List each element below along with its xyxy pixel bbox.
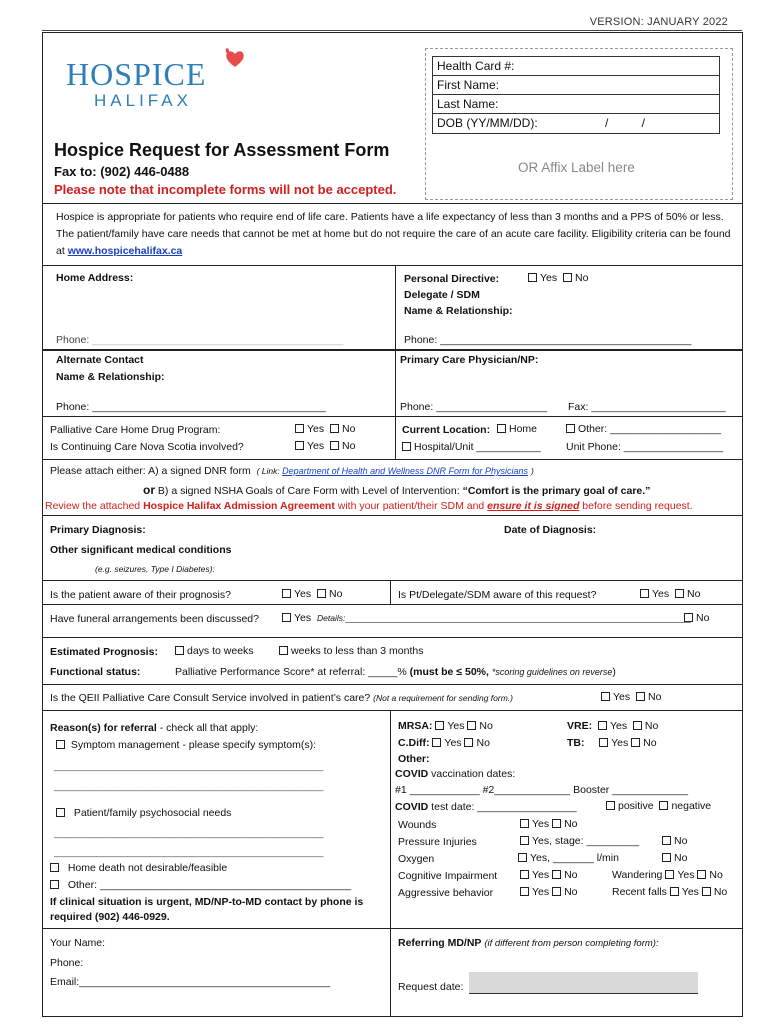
divider	[42, 416, 743, 417]
aggressive-label: Aggressive behavior	[398, 887, 494, 899]
cognitive-options	[520, 869, 578, 881]
patient-id-box	[432, 56, 720, 134]
covid-result-options	[606, 800, 711, 812]
loc-hospital-label: Hospital/Unit ___________	[414, 441, 541, 453]
pps-limit: (must be ≤ 50%,	[409, 666, 492, 678]
home-death-checkbox[interactable]	[50, 863, 59, 872]
pcp-phone-field[interactable]: Phone: ___________________	[400, 401, 548, 413]
loc-other-label: Other: ___________________	[578, 423, 722, 435]
days-option	[175, 645, 254, 657]
pd-no-checkbox[interactable]	[563, 273, 572, 282]
mrsa-row	[398, 720, 493, 732]
days-label: days to weeks	[187, 645, 254, 657]
psychosocial-checkbox[interactable]	[56, 808, 65, 817]
negative-checkbox[interactable]	[659, 801, 668, 810]
weeks-label: weeks to less than 3 months	[291, 645, 424, 657]
delegate-phone-line: ___________________________________________	[440, 334, 692, 346]
conditions-example: (e.g. seizures, Type I Diabetes):	[95, 564, 215, 574]
loc-other-checkbox[interactable]	[566, 424, 575, 433]
column-divider	[390, 928, 391, 1017]
wandering-yes-label: Yes	[677, 869, 695, 881]
home-address-label: Home Address:	[56, 272, 134, 284]
pd-no-label: No	[574, 272, 589, 284]
review-mid: with your patient/their SDM and	[334, 500, 488, 512]
primary-diagnosis-label: Primary Diagnosis:	[50, 524, 146, 536]
pchdp-yes-label: Yes	[307, 423, 325, 435]
tb-no-checkbox[interactable]	[631, 738, 640, 747]
wandering-no-label: No	[709, 869, 723, 881]
reasons-instruction: - check all that apply:	[156, 722, 259, 734]
falls-no-checkbox[interactable]	[702, 887, 711, 896]
column-divider	[390, 710, 391, 928]
intro-body: Hospice is appropriate for patients who require end of life care. Patients have a life expectancy of less than 3 months and a PPS of 50% or less. The patient/family have care needs that cannot be met at home but do not require the care of an acute care facility. Eligibility criteria can be found at	[56, 211, 731, 257]
qeii-no-label: No	[647, 691, 662, 703]
vre-row	[567, 720, 658, 732]
tb-label: TB:	[567, 737, 585, 749]
vre-label: VRE:	[567, 720, 593, 732]
covid-vacc-text: vaccination dates:	[428, 768, 516, 780]
cdiff-no-label: No	[476, 737, 490, 749]
aggressive-no-checkbox[interactable]	[552, 887, 561, 896]
your-name-field[interactable]: Your Name:	[50, 937, 106, 949]
qeii-no-checkbox[interactable]	[636, 692, 645, 701]
pd-options	[528, 272, 588, 284]
link-prefix: ( Link:	[256, 466, 283, 476]
home-phone-line: ___________________________________________	[92, 334, 344, 346]
funeral-yes-checkbox[interactable]	[282, 613, 291, 622]
sdm-yes-checkbox[interactable]	[640, 589, 649, 598]
pressure-yes-option	[520, 835, 639, 847]
home-death-option	[50, 862, 227, 874]
wounds-no-checkbox[interactable]	[552, 819, 561, 828]
link-suffix: )	[530, 466, 534, 476]
other-infection-label: Other:	[398, 753, 430, 765]
qeii-yes-label: Yes	[613, 691, 631, 703]
wandering-no-checkbox[interactable]	[697, 870, 706, 879]
aggressive-options	[520, 886, 578, 898]
cdiff-row	[398, 737, 490, 749]
pd-yes-checkbox[interactable]	[528, 273, 537, 282]
loc-home-label: Home	[509, 423, 538, 435]
pps-field[interactable]	[175, 666, 616, 678]
vre-yes-label: Yes	[609, 720, 628, 732]
reasons-label: Reason(s) for referral	[50, 722, 157, 734]
attach-a-text: Please attach either: A) a signed DNR form	[50, 465, 251, 477]
qeii-question	[50, 692, 513, 704]
oxygen-no-label: No	[674, 852, 688, 864]
mrsa-yes-label: Yes	[447, 720, 465, 732]
weeks-checkbox[interactable]	[279, 646, 288, 655]
divider	[42, 515, 743, 516]
pressure-no-checkbox[interactable]	[662, 836, 671, 845]
sdm-aware-label: Is Pt/Delegate/SDM aware of this request?	[398, 589, 597, 601]
delegate-name-label: Name & Relationship:	[404, 305, 513, 317]
personal-directive-label: Personal Directive:	[404, 273, 500, 285]
pcp-label: Primary Care Physician/NP:	[400, 354, 539, 366]
wandering-label: Wandering	[612, 869, 663, 881]
aggressive-yes-checkbox[interactable]	[520, 887, 529, 896]
vre-no-checkbox[interactable]	[633, 721, 642, 730]
referring-md-label	[398, 937, 659, 949]
oxygen-no-checkbox[interactable]	[662, 853, 671, 862]
qeii-note: (Not a requirement for sending form.)	[373, 693, 513, 703]
pcp-fax-field[interactable]: Fax: _______________________	[568, 401, 726, 413]
tb-yes-label: Yes	[611, 737, 629, 749]
sdm-no-label: No	[686, 588, 701, 600]
cdiff-label: C.Diff:	[398, 737, 430, 749]
incomplete-warning: Please note that incomplete forms will not be accepted.	[54, 182, 397, 197]
review-post: before sending request.	[579, 500, 693, 512]
symptom-label: Symptom management - please specify symptom(s):	[70, 739, 317, 751]
alt-phone-field[interactable]: Phone: ________________________________________	[56, 401, 326, 413]
request-date-input[interactable]	[469, 972, 698, 994]
aggressive-no-label: No	[564, 886, 578, 898]
est-prognosis-label: Estimated Prognosis:	[50, 646, 158, 658]
oxygen-no-option	[662, 852, 687, 864]
oxygen-lmin-field[interactable]: Yes, _______ l/min	[530, 852, 619, 864]
psychosocial-option	[56, 807, 231, 819]
cdiff-yes-checkbox[interactable]	[432, 738, 441, 747]
referring-note: (if different from person completing form):	[484, 938, 659, 949]
pchdp-no-checkbox[interactable]	[330, 424, 339, 433]
details-label: Details:	[317, 613, 346, 623]
loc-home-option	[497, 423, 537, 435]
funeral-no	[684, 612, 709, 624]
vaccination-dates-field[interactable]: #1 ____________ #2_____________ Booster _____________	[395, 784, 689, 796]
wounds-options	[520, 818, 578, 830]
dnr-form-link[interactable]: Department of Health and Wellness DNR Form for Physicians	[282, 466, 529, 476]
falls-yes-label: Yes	[681, 886, 699, 898]
column-divider	[390, 580, 391, 604]
other-reason-option	[50, 879, 351, 891]
aware-no-checkbox[interactable]	[317, 589, 326, 598]
divider	[42, 710, 743, 711]
divider	[42, 580, 743, 581]
attach-a-line	[50, 465, 534, 477]
oxygen-yes-option	[518, 852, 619, 864]
ccns-yes-checkbox[interactable]	[295, 441, 304, 450]
other-reason-field[interactable]: Other: ___________________________________________	[67, 879, 352, 891]
cognitive-yes-label: Yes	[532, 869, 550, 881]
column-divider	[395, 416, 396, 459]
logo-sub-text: HALIFAX	[94, 91, 192, 110]
loc-hospital-option	[402, 441, 541, 453]
positive-label: positive	[618, 800, 654, 812]
symptom-checkbox[interactable]	[56, 740, 65, 749]
covid-test-field[interactable]	[395, 801, 577, 813]
tb-yes-checkbox[interactable]	[599, 738, 608, 747]
wounds-no-label: No	[564, 818, 578, 830]
request-date-label: Request date:	[398, 981, 464, 993]
reasons-header	[50, 722, 258, 734]
alt-name-label: Name & Relationship:	[56, 371, 165, 383]
column-divider	[395, 349, 396, 416]
urgent-contact-note: If clinical situation is urgent, MD/NP-to-MD contact by phone is required (902) 446-0929.	[50, 896, 364, 923]
functional-status-label: Functional status:	[50, 666, 141, 678]
pps-guidelines: *scoring guidelines on reverse	[491, 667, 613, 677]
home-death-label: Home death not desirable/feasible	[67, 862, 228, 874]
details-line: _________________________________________________________________________	[345, 613, 691, 623]
cognitive-no-label: No	[564, 869, 578, 881]
dob-slashes: / /	[605, 116, 646, 130]
tb-no-label: No	[643, 737, 657, 749]
pressure-no-label: No	[674, 835, 688, 847]
wandering-row	[612, 869, 723, 881]
positive-checkbox[interactable]	[606, 801, 615, 810]
cognitive-yes-checkbox[interactable]	[520, 870, 529, 879]
mrsa-label: MRSA:	[398, 720, 433, 732]
heart-icon	[223, 46, 247, 70]
divider	[42, 349, 743, 351]
current-location-label: Current Location:	[402, 424, 491, 436]
recent-falls-label: Recent falls	[612, 886, 667, 898]
your-email-field[interactable]: Email:___________________________________________	[50, 976, 331, 988]
ccns-label: Is Continuing Care Nova Scotia involved?	[50, 441, 244, 453]
health-card-field[interactable]: Health Card #:	[433, 57, 719, 76]
ensure-signed-text: ensure it is signed	[487, 500, 580, 512]
divider	[42, 684, 743, 685]
pchdp-options	[295, 423, 355, 435]
pd-yes-label: Yes	[540, 272, 558, 284]
funeral-yes	[282, 612, 311, 624]
qeii-options	[601, 691, 661, 703]
ccns-no-checkbox[interactable]	[330, 441, 339, 450]
intro-text	[56, 209, 736, 260]
attach-b-line	[143, 483, 650, 497]
oxygen-yes-checkbox[interactable]	[518, 853, 527, 862]
loc-other-option	[566, 423, 721, 435]
delegate-phone-label: Phone:	[404, 334, 438, 346]
vre-yes-checkbox[interactable]	[598, 721, 607, 730]
version-label: VERSION: JANUARY 2022	[589, 16, 728, 28]
days-checkbox[interactable]	[175, 646, 184, 655]
ccns-no-label: No	[341, 440, 356, 452]
symptom-line-1[interactable]: ___________________________________________________	[54, 761, 324, 772]
funeral-yes-label: Yes	[294, 612, 312, 624]
psychosocial-label: Patient/family psychosocial needs	[73, 807, 232, 819]
home-phone-field[interactable]	[56, 334, 343, 346]
wounds-yes-label: Yes	[532, 818, 550, 830]
aggressive-yes-label: Yes	[532, 886, 550, 898]
pchdp-no-label: No	[341, 423, 356, 435]
first-name-field[interactable]: First Name:	[433, 76, 719, 95]
pps-text: Palliative Performance Score* at referral: _____%	[175, 666, 410, 678]
aware-yes-checkbox[interactable]	[282, 589, 291, 598]
ccns-yes-label: Yes	[307, 440, 325, 452]
pps-close: )	[612, 666, 616, 678]
home-phone-label: Phone:	[56, 334, 90, 346]
funeral-details-field[interactable]	[317, 613, 690, 623]
pchdp-yes-checkbox[interactable]	[295, 424, 304, 433]
affix-label-hint: OR Affix Label here	[518, 160, 635, 175]
covid-vacc-bold: COVID	[395, 768, 429, 780]
tb-row	[567, 737, 657, 749]
comfort-goal-text: “Comfort is the primary goal of care.”	[462, 485, 651, 497]
divider	[42, 637, 743, 638]
mrsa-yes-checkbox[interactable]	[435, 721, 444, 730]
column-divider	[395, 265, 396, 349]
attach-b-text: B) a signed NSHA Goals of Care Form with Level of Intervention:	[157, 485, 463, 497]
symptom-option	[56, 739, 316, 751]
unit-phone-field[interactable]: Unit Phone: _________________	[566, 441, 724, 453]
aware-yes-label: Yes	[294, 588, 312, 600]
delegate-label: Delegate / SDM	[404, 289, 480, 301]
cdiff-yes-label: Yes	[444, 737, 462, 749]
weeks-option	[279, 645, 424, 657]
alt-contact-label: Alternate Contact	[56, 354, 144, 366]
review-agreement-line	[45, 500, 693, 512]
negative-label: negative	[671, 800, 712, 812]
recent-falls-row	[612, 886, 727, 898]
psychosocial-line-2[interactable]: ___________________________________________________	[54, 847, 324, 858]
loc-home-checkbox[interactable]	[497, 424, 506, 433]
covid-test-text: test date: _________________	[428, 801, 577, 813]
oxygen-label: Oxygen	[398, 853, 435, 865]
aware-prognosis-label: Is the patient aware of their prognosis?	[50, 589, 231, 601]
loc-hospital-checkbox[interactable]	[402, 442, 411, 451]
symptom-line-2[interactable]: ___________________________________________________	[54, 781, 324, 792]
vre-no-label: No	[644, 720, 659, 732]
qeii-yes-checkbox[interactable]	[601, 692, 610, 701]
pressure-no-option	[662, 835, 687, 847]
funeral-no-checkbox[interactable]	[684, 613, 693, 622]
cdiff-no-checkbox[interactable]	[464, 738, 473, 747]
logo-main-text: HOSPICE	[66, 56, 207, 92]
other-conditions-label: Other significant medical conditions	[50, 544, 232, 556]
mrsa-no-label: No	[479, 720, 493, 732]
hospice-logo	[66, 56, 206, 111]
funeral-label: Have funeral arrangements been discussed?	[50, 613, 259, 625]
covid-vaccination-label	[395, 768, 515, 780]
mrsa-no-checkbox[interactable]	[467, 721, 476, 730]
other-reason-checkbox[interactable]	[50, 880, 59, 889]
sdm-no-checkbox[interactable]	[675, 589, 684, 598]
aware-options	[282, 588, 342, 600]
divider	[42, 604, 743, 605]
delegate-phone-field[interactable]	[404, 334, 691, 346]
date-diagnosis-label: Date of Diagnosis:	[504, 524, 597, 536]
divider	[42, 928, 743, 929]
cognitive-no-checkbox[interactable]	[552, 870, 561, 879]
cognitive-label: Cognitive Impairment	[398, 870, 498, 882]
sdm-yes-label: Yes	[652, 588, 670, 600]
last-name-field[interactable]: Last Name:	[433, 95, 719, 114]
your-phone-field[interactable]: Phone:	[50, 957, 84, 969]
divider	[42, 459, 743, 460]
pressure-label: Pressure Injuries	[398, 836, 477, 848]
aware-no-label: No	[328, 588, 343, 600]
psychosocial-line-1[interactable]: ___________________________________________________	[54, 828, 324, 839]
pressure-yes-checkbox[interactable]	[520, 836, 529, 845]
pchdp-label: Palliative Care Home Drug Program:	[50, 424, 221, 436]
pressure-stage-field[interactable]: Yes, stage: _________	[532, 835, 640, 847]
admission-agreement-text: Hospice Halifax Admission Agreement	[143, 500, 335, 512]
sdm-aware-options	[640, 588, 700, 600]
hospice-website-link[interactable]: www.hospicehalifax.ca	[67, 245, 183, 257]
dob-label: DOB (YY/MM/DD):	[437, 116, 538, 130]
review-pre: Review the attached	[45, 500, 144, 512]
form-title: Hospice Request for Assessment Form	[54, 140, 390, 160]
qeii-label: Is the QEII Palliative Care Consult Service involved in patient’s care?	[50, 692, 371, 704]
wandering-yes-checkbox[interactable]	[665, 870, 674, 879]
or-label: or	[143, 483, 155, 497]
funeral-no-label: No	[696, 612, 710, 624]
referring-bold: Referring MD/NP	[398, 937, 482, 949]
version-rule	[42, 30, 742, 31]
falls-yes-checkbox[interactable]	[670, 887, 679, 896]
wounds-label: Wounds	[398, 819, 437, 831]
divider	[42, 265, 743, 266]
covid-test-bold: COVID	[395, 801, 429, 813]
dob-field[interactable]	[433, 114, 719, 133]
fax-number: Fax to: (902) 446-0488	[54, 164, 190, 179]
divider	[42, 203, 743, 204]
ccns-options	[295, 440, 355, 452]
falls-no-label: No	[713, 886, 728, 898]
wounds-yes-checkbox[interactable]	[520, 819, 529, 828]
